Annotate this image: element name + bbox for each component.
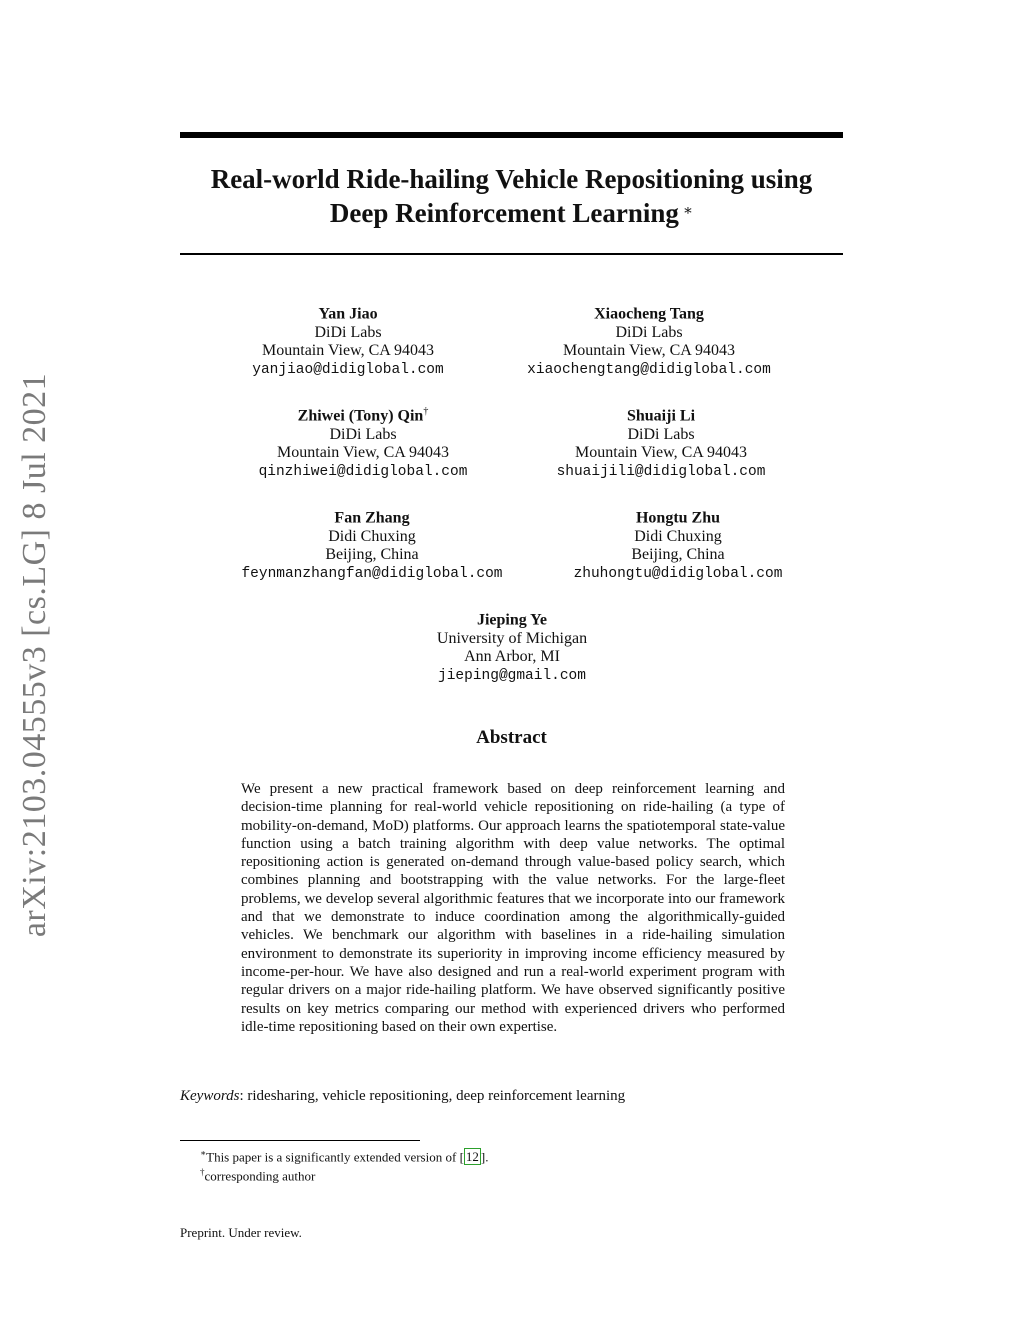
author-name: Zhiwei (Tony) Qin† xyxy=(297,406,429,425)
title-rule-bottom xyxy=(180,253,843,255)
author-email[interactable]: xiaochengtang@didiglobal.com xyxy=(527,361,771,378)
keywords-list: : ridesharing, vehicle repositioning, deep reinforcement learning xyxy=(239,1088,626,1104)
author-name: Xiaocheng Tang xyxy=(594,305,704,323)
author-location: Beijing, China xyxy=(325,546,419,564)
preprint-note: Preprint. Under review. xyxy=(180,1225,302,1240)
author-email[interactable]: shuaijili@didiglobal.com xyxy=(556,463,766,480)
author-block xyxy=(469,301,829,379)
footnote-corresponding-author: †corresponding author xyxy=(200,1167,316,1184)
author-name: Fan Zhang xyxy=(334,509,410,527)
author-name: Jieping Ye xyxy=(476,611,548,629)
author-block xyxy=(481,403,841,481)
footnote-rule xyxy=(180,1140,420,1141)
author-location: Mountain View, CA 94043 xyxy=(277,444,449,462)
title-rule-top xyxy=(180,132,843,138)
author-location: Mountain View, CA 94043 xyxy=(575,444,747,462)
footnote-extended-version: ∗This paper is a significantly extended version of [ 12 ]. xyxy=(200,1148,489,1165)
title-line-1: Real-world Ride-hailing Vehicle Repositioning using xyxy=(210,164,813,194)
author-affiliation: Didi Chuxing xyxy=(634,527,722,545)
title-footnote-mark: ∗ xyxy=(682,203,694,219)
author-affiliation: Didi Chuxing xyxy=(328,527,416,545)
author-affiliation: DiDi Labs xyxy=(627,425,695,443)
author-name: Yan Jiao xyxy=(318,305,378,323)
paper-title xyxy=(180,162,843,230)
arxiv-identifier: arXiv:2103.04555v3 [cs.LG] 8 Jul 2021 xyxy=(16,372,53,938)
author-email[interactable]: jieping@gmail.com xyxy=(438,667,586,684)
author-location: Ann Arbor, MI xyxy=(464,648,560,666)
corresponding-author-mark: † xyxy=(423,406,429,417)
author-name: Shuaiji Li xyxy=(626,407,696,425)
author-affiliation: DiDi Labs xyxy=(314,323,382,341)
abstract-heading: Abstract xyxy=(476,727,547,748)
author-affiliation: DiDi Labs xyxy=(329,425,397,443)
author-block xyxy=(498,505,858,583)
keywords-label: Keywords xyxy=(180,1088,240,1104)
author-location: Beijing, China xyxy=(631,546,725,564)
author-email[interactable]: feynmanzhangfan@didiglobal.com xyxy=(241,565,503,582)
author-email[interactable]: yanjiao@didiglobal.com xyxy=(252,361,444,378)
author-email[interactable]: zhuhongtu@didiglobal.com xyxy=(573,565,783,582)
author-affiliation: DiDi Labs xyxy=(615,323,683,341)
author-block xyxy=(332,607,692,685)
title-line-2: Deep Reinforcement Learning xyxy=(329,198,679,228)
author-affiliation: University of Michigan xyxy=(436,629,588,647)
author-location: Mountain View, CA 94043 xyxy=(563,342,735,360)
citation-link[interactable]: 12 xyxy=(465,1149,479,1165)
keywords xyxy=(180,1088,625,1105)
abstract-body: We present a new practical framework based on deep reinforcement learning and decision-time planning for real-world vehicle repositioning on ride-hailing (a type of mobility-on-demand, MoD) platforms. Our approach learns the spatiotemporal state-value function using a batch training algorithm with deep value networks. The optimal repositioning action is generated on-demand through value-based policy search, which combines planning and bootstrapping with the value networks. For the large-fleet problems, we develop several algorithmic features that we incorporate into our framework and that we demonstrate to induce coordination among the algorithmically-guided vehicles. We benchmark our algorithm with baselines in a ride-hailing simulation environment to demonstrate its superiority in improving income efficiency measured by income-per-hour. We have also designed and run a real-world experiment program with regular drivers on a major ride-hailing platform. We have observed significantly positive results on key metrics comparing our method with experienced drivers who performed idle-time repositioning based on their own expertise. xyxy=(241,781,785,1035)
author-email[interactable]: qinzhiwei@didiglobal.com xyxy=(258,463,468,480)
author-name: Hongtu Zhu xyxy=(635,509,721,527)
author-location: Mountain View, CA 94043 xyxy=(262,342,434,360)
